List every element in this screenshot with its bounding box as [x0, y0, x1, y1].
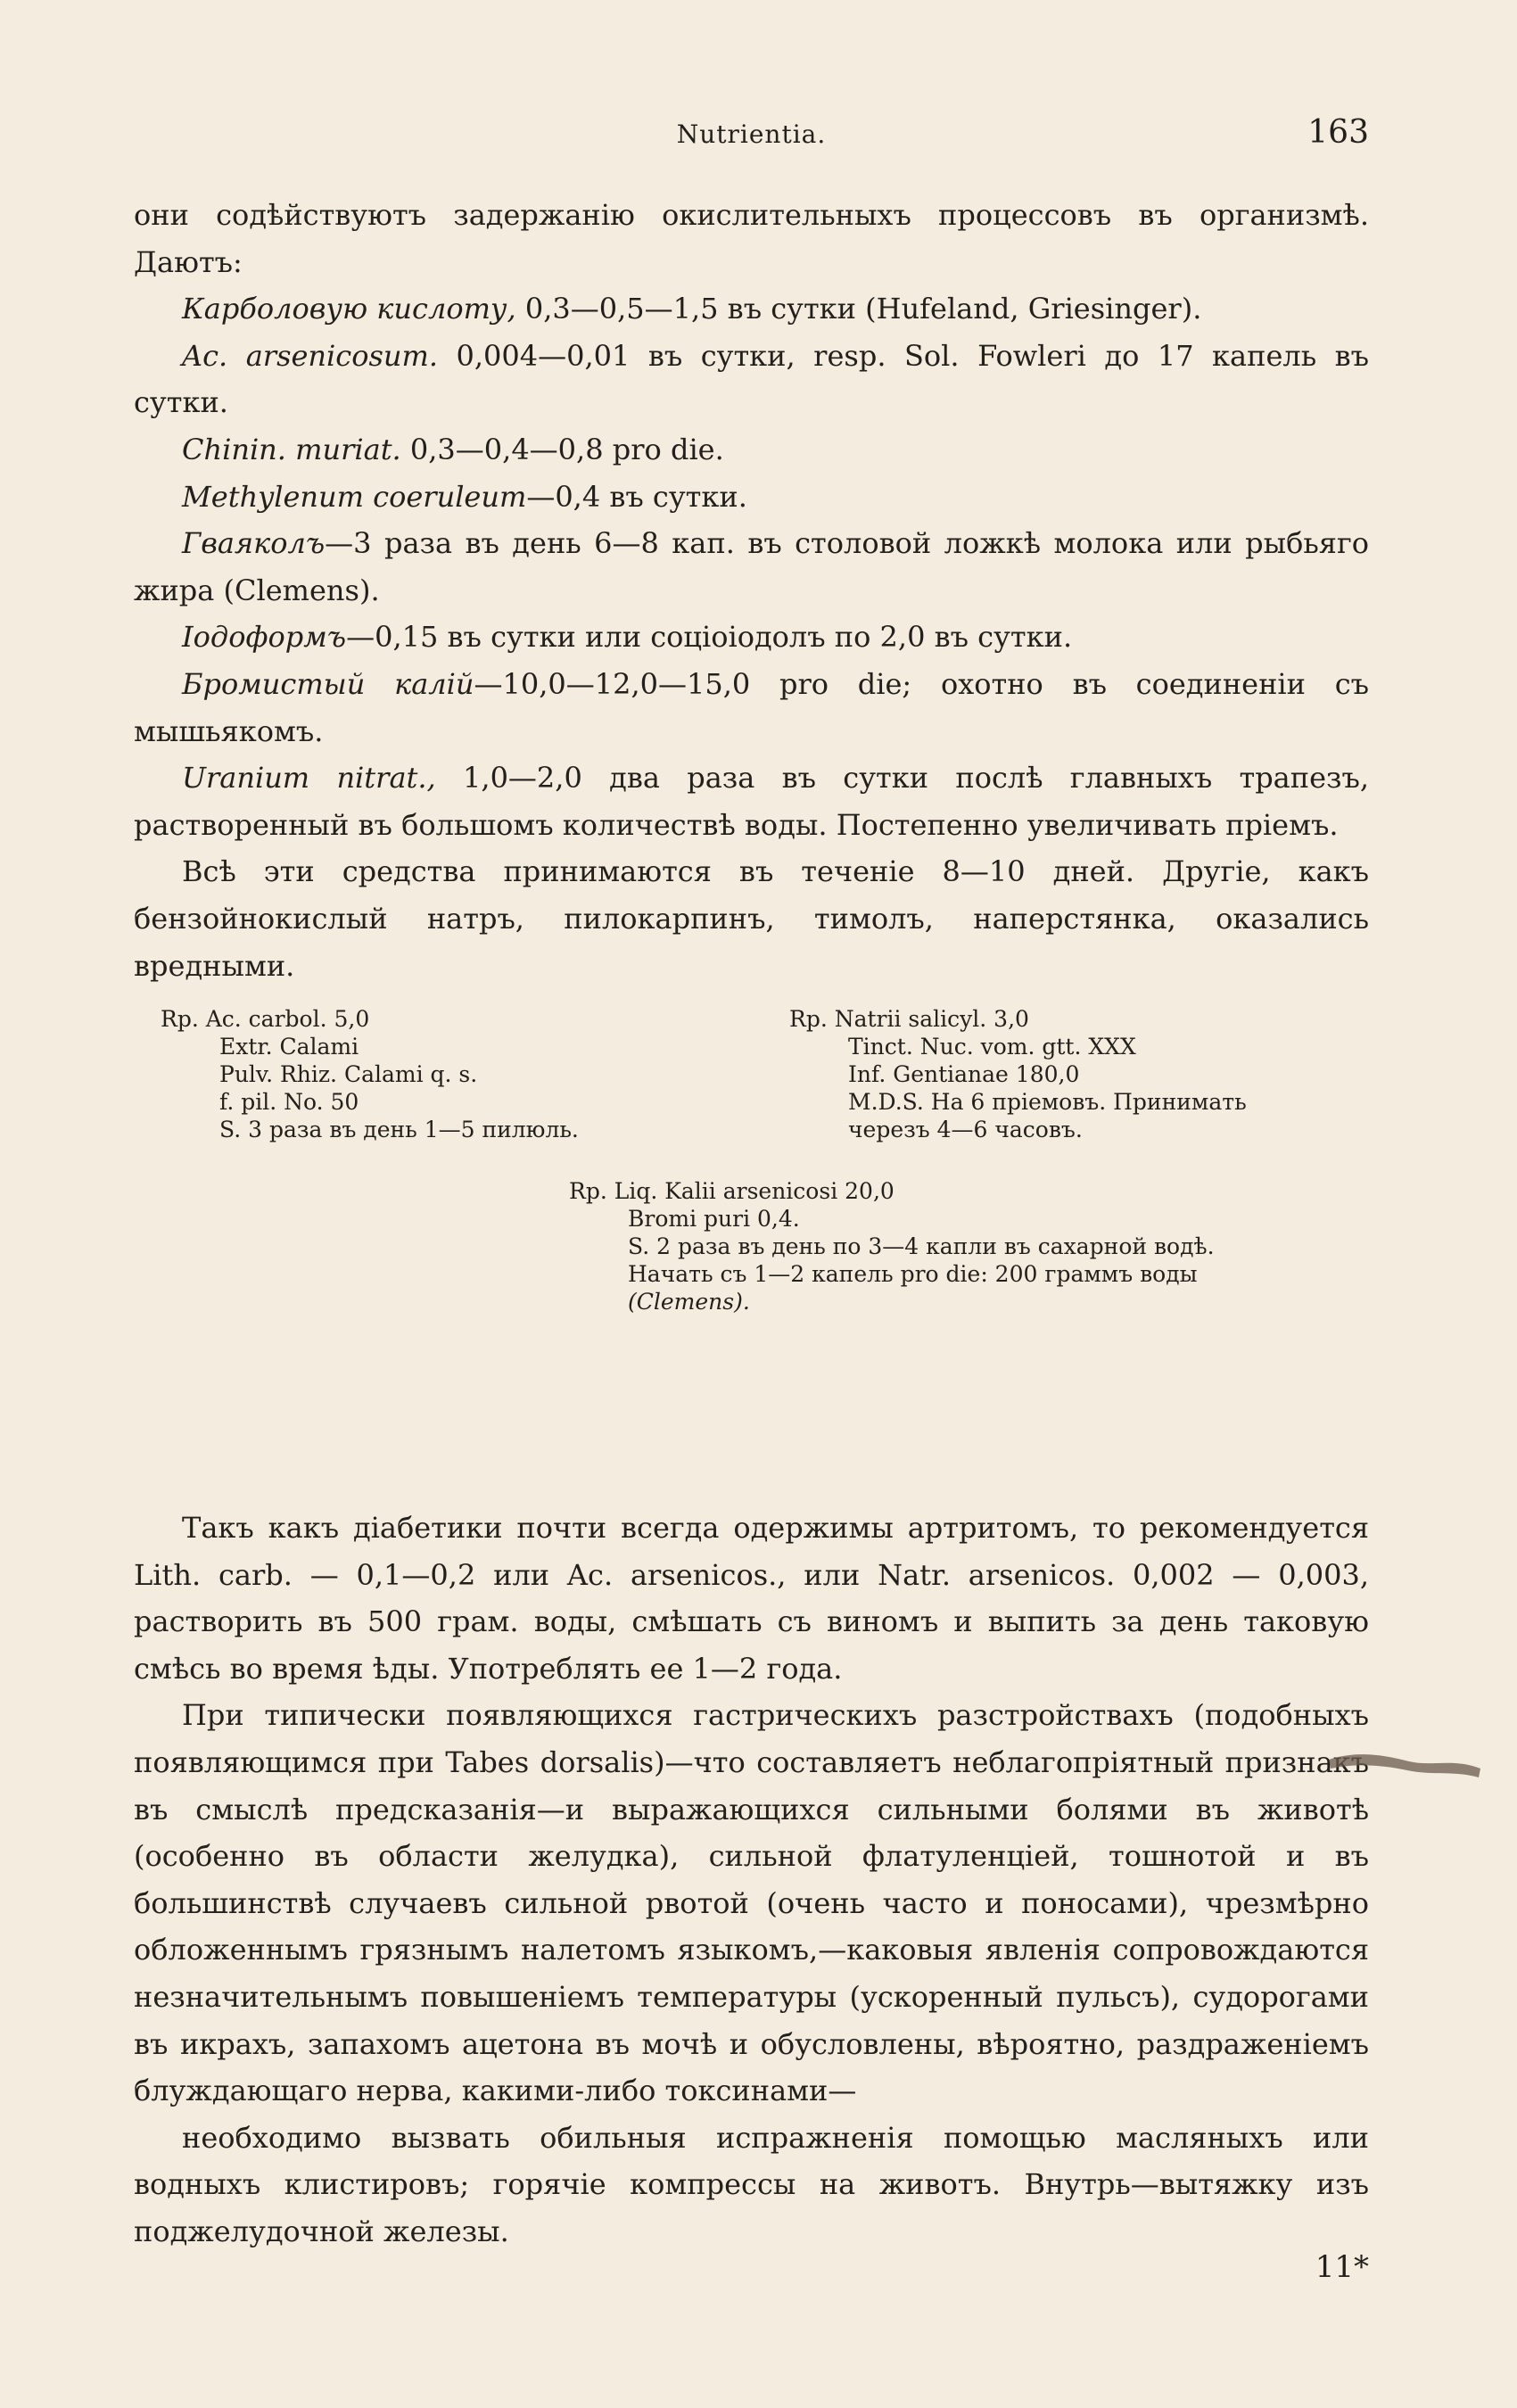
paragraph: Бромистый калій—10,0—12,0—15,0 pro die; охотно въ соединеніи съ мышьякомъ.: [134, 666, 1370, 748]
signature-mark: 11*: [1315, 2249, 1369, 2285]
paragraph: Uranium nitrat., 1,0—2,0 два раза въ сутки послѣ главныхъ трапезъ, растворенный въ большомъ количествѣ воды. Постепенно увеличивать пріемъ.: [134, 761, 1370, 842]
recipe-line: Rp. Liq. Kalii arsenicosi 20,0: [569, 1178, 895, 1205]
paragraph: они содѣйствуютъ задержанію окислительныхъ процессовъ въ организмѣ. Даютъ:: [134, 198, 1369, 279]
paragraph: Іодоформъ—0,15 въ сутки или соціоіодолъ по 2,0 въ сутки.: [182, 620, 1073, 655]
recipe-line: (Clemens).: [628, 1289, 750, 1315]
recipe-line: Pulv. Rhiz. Calami q. s.: [219, 1061, 478, 1088]
paragraph: Ac. arsenicosum. 0,004—0,01 въ сутки, resp. Sol. Fowleri до 17 капель въ сутки.: [134, 338, 1370, 420]
recipe-line: S. 2 раза въ день по 3—4 капли въ сахарной водѣ.: [628, 1233, 1215, 1260]
page-number: 163: [1307, 114, 1369, 151]
page-header: [134, 114, 1369, 168]
recipe-line: черезъ 4—6 часовъ.: [848, 1117, 1083, 1143]
running-title: Nutrientia.: [676, 120, 827, 149]
body-text: [134, 192, 1369, 2255]
paragraph: необходимо вызвать обильныя испражненія помощью масляныхъ или водныхъ клистировъ; горячіе компрессы на животъ. Внутрь—вытяжку изъ поджелудочной железы.: [134, 2120, 1369, 2248]
paragraph: При типически появляющихся гастрическихъ разстройствахъ (подобныхъ появляющимся при Tabes dorsalis)—что составляетъ неблагопріятный признакъ въ смыслѣ предсказанія—и выражающихся сильными болями въ животѣ (особенно въ области желудка), сильной флатуленціей, тошнотой и въ большинствѣ случаевъ сильной рвотой (очень часто и поносами), чрезмѣрно обложеннымъ грязнымъ налетомъ языкомъ,—каковыя явленія сопровождаются незначительнымъ повышеніемъ температуры (ускоренный пульсъ), судорогами въ икрахъ, запахомъ ацетона въ мочѣ и обусловлены, вѣроятно, раздраженіемъ блуждающаго нерва, какими-либо токсинами—: [134, 1698, 1369, 2108]
recipe-line: Начать съ 1—2 капель pro die: 200 граммъ воды: [628, 1261, 1198, 1288]
recipe-1: [161, 1005, 579, 1143]
ink-smudge: [1329, 1744, 1480, 1779]
recipe-line: Rp. Natrii salicyl. 3,0: [789, 1006, 1029, 1033]
paragraph: Такъ какъ діабетики почти всегда одержимы артритомъ, то рекомендуется Lith. carb. — 0,1—0,2 или Ac. arsenicos., или Natr. arsenicos. 0,002 — 0,003, растворить въ 500 грам. воды, смѣшать съ виномъ и выпить за день таковую смѣсь во время ѣды. Употреблять ее 1—2 года.: [134, 1511, 1369, 1686]
paragraph: Карболовую кислоту, 0,3—0,5—1,5 въ сутки (Hufeland, Griesinger).: [182, 292, 1202, 326]
recipes-block: [134, 1005, 1369, 1505]
recipe-line: S. 3 раза въ день 1—5 пилюль.: [219, 1117, 579, 1143]
recipe-line: Extr. Calami: [219, 1034, 359, 1060]
recipe-3: [569, 1177, 1215, 1315]
recipe-line: M.D.S. На 6 пріемовъ. Принимать: [848, 1089, 1247, 1116]
paragraph: Гваяколъ—3 раза въ день 6—8 кап. въ столовой ложкѣ молока или рыбьяго жира (Clemens).: [134, 526, 1369, 607]
recipe-line: f. pil. No. 50: [219, 1089, 359, 1116]
recipe-2: [789, 1005, 1247, 1143]
paragraph: Chinin. muriat. 0,3—0,4—0,8 pro die.: [182, 432, 724, 466]
recipe-line: Inf. Gentianae 180,0: [848, 1061, 1080, 1088]
paragraph: Methylenum coeruleum—0,4 въ сутки.: [182, 479, 747, 514]
recipe-line: Bromi puri 0,4.: [628, 1206, 800, 1233]
recipe-line: Tinct. Nuc. vom. gtt. XXX: [848, 1034, 1136, 1060]
paragraph: Всѣ эти средства принимаются въ теченіе 8—10 дней. Другіе, какъ бензойнокислый натръ, пилокарпинъ, тимолъ, наперстянка, оказались вредными.: [134, 854, 1369, 983]
recipe-line: Rp. Ac. carbol. 5,0: [161, 1006, 370, 1033]
